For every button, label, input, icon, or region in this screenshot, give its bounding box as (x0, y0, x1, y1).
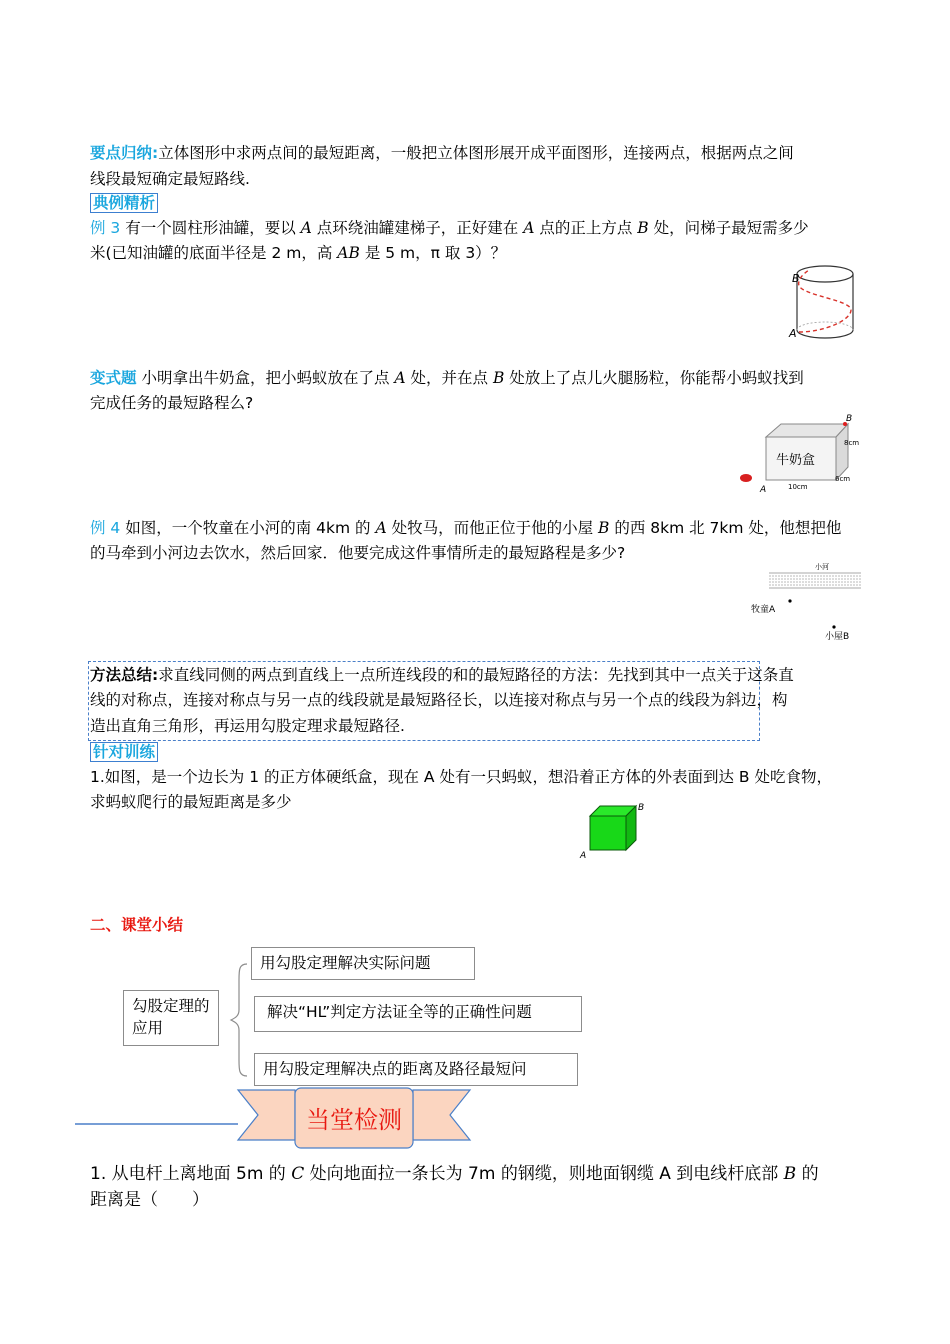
test-text: 的 (796, 1164, 819, 1184)
summary-branch-1 (251, 947, 475, 980)
section-examples-heading (90, 191, 158, 215)
milk-box-dim-8cm: 8cm (844, 439, 860, 447)
example4-label: 例 4 (90, 519, 121, 537)
example3-text: 点的正上方点 (534, 219, 638, 237)
variant-label: 变式题 (90, 369, 137, 387)
cube-label-a: A (580, 851, 587, 861)
segment-ab: AB (337, 244, 360, 262)
method-label: 方法总结: (90, 666, 159, 684)
key-points-line-1 (90, 141, 794, 165)
point-a: A (523, 219, 535, 237)
example3-text: 米(已知油罐的底面半径是 2 m，高 (90, 244, 338, 262)
milk-box-dim-6cm: 6cm (835, 475, 851, 483)
method-line-2 (90, 688, 788, 712)
summary-branch-1-text: 用勾股定理解决实际问题 (260, 954, 431, 972)
point-a: A (375, 519, 387, 537)
summary-root-box (123, 990, 219, 1046)
summary-heading-text: 二、课堂小结 (90, 916, 184, 934)
cube-figure (578, 800, 650, 862)
training-text: 求蚂蚁爬行的最短距离是多少 (90, 793, 292, 811)
point-a: A (300, 219, 312, 237)
test-line-2 (90, 1188, 209, 1212)
summary-heading (90, 913, 183, 937)
example3-text: 是 5 m，π 取 3）？ (359, 244, 507, 262)
key-points-label: 要点归纳: (90, 144, 159, 162)
point-c: C (291, 1164, 305, 1184)
river-label: 小河 (815, 563, 829, 571)
variant-text: 处，并在点 (405, 369, 493, 387)
summary-branch-3 (254, 1053, 578, 1086)
test-text: 距离是（ ） (90, 1190, 209, 1210)
variant-line-1 (90, 366, 804, 390)
example3-text: 点环绕油罐建梯子，正好建在 (311, 219, 524, 237)
point-a: A (394, 369, 406, 387)
section-training-heading (90, 740, 158, 764)
method-line-3 (90, 714, 405, 738)
cylinder-figure (785, 262, 865, 344)
method-line-1 (90, 663, 794, 687)
cylinder-label-a: A (789, 327, 797, 340)
banner-text: 当堂检测 (306, 1106, 402, 1134)
test-text: 处向地面拉一条长为 7m 的钢缆，则地面钢缆 A 到电线杆底部 (304, 1164, 784, 1184)
summary-branch-3-text: 用勾股定理解决点的距离及路径最短问 (263, 1060, 527, 1078)
key-points-text-1: 立体图形中求两点间的最短距离，一般把立体图形展开成平面图形，连接两点，根据两点之间 (158, 144, 794, 162)
point-b: B (637, 219, 649, 237)
example4-line-2 (90, 541, 625, 565)
training-line-1 (90, 765, 832, 789)
cube-label-b: B (638, 803, 645, 813)
example4-line-1 (90, 516, 841, 540)
example3-line-1 (90, 216, 809, 240)
milk-box-figure (736, 412, 866, 494)
test-line-1 (90, 1162, 819, 1186)
test-text: 1. 从电杆上离地面 5m 的 (90, 1164, 292, 1184)
key-points-line-2 (90, 167, 250, 191)
point-b: B (598, 519, 610, 537)
example4-text: 的西 8km 北 7km 处，他想把他 (609, 519, 842, 537)
section-examples-label: 典例精析 (90, 193, 158, 213)
test-banner (70, 1084, 480, 1154)
point-b: B (492, 369, 505, 387)
variant-text: 完成任务的最短路程么? (90, 394, 254, 412)
variant-text: 小明拿出牛奶盒，把小蚂蚁放在了点 (136, 369, 395, 387)
milk-box-label-a: A (760, 485, 767, 494)
river-figure (745, 562, 865, 644)
training-line-2 (90, 790, 292, 814)
point-b: B (783, 1164, 797, 1184)
example4-text: 如图，一个牧童在小河的南 4km 的 (120, 519, 376, 537)
example4-text: 处牧马，而他正位于他的小屋 (386, 519, 599, 537)
example3-text: 有一个圆柱形油罐，要以 (120, 219, 301, 237)
method-text: 求直线同侧的两点到直线上一点所连线段的和的最短路径的方法：先找到其中一点关于这条直 (158, 666, 794, 684)
milk-box-label: 牛奶盒 (776, 453, 816, 468)
variant-text: 处放上了点儿火腿肠粒，你能帮小蚂蚁找到 (504, 369, 804, 387)
river-point-a: 牧童A (751, 605, 776, 615)
river-point-b: 小屋B (825, 632, 850, 642)
section-training-label: 针对训练 (90, 742, 158, 762)
method-text: 造出直角三角形，再运用勾股定理求最短路径. (90, 717, 405, 735)
summary-branch-2-text: 解决“HL”判定方法证全等的正确性问题 (267, 1003, 532, 1021)
training-text: 1.如图，是一个边长为 1 的正方体硬纸盒，现在 A 处有一只蚂蚁，想沿着正方体的外表面到达 B 处吃食物， (90, 768, 832, 786)
example3-line-2 (90, 241, 506, 265)
summary-branch-2 (254, 996, 582, 1032)
key-points-text-2: 线段最短确定最短路线. (90, 170, 250, 188)
variant-line-2 (90, 391, 253, 415)
milk-box-label-b: B (846, 414, 853, 424)
cylinder-label-b: B (792, 272, 800, 285)
example3-label: 例 3 (90, 219, 121, 237)
method-text: 线的对称点，连接对称点与另一点的线段就是最短路径长，以连接对称点与另一个点的线段为斜边，构 (90, 691, 788, 709)
example3-text: 处，问梯子最短需多少 (648, 219, 809, 237)
example4-text: 的马牵到小河边去饮水，然后回家．他要完成这件事情所走的最短路程是多少? (90, 544, 626, 562)
milk-box-dim-10cm: 10cm (788, 483, 808, 491)
summary-root-text: 勾股定理的应用 (132, 997, 210, 1037)
